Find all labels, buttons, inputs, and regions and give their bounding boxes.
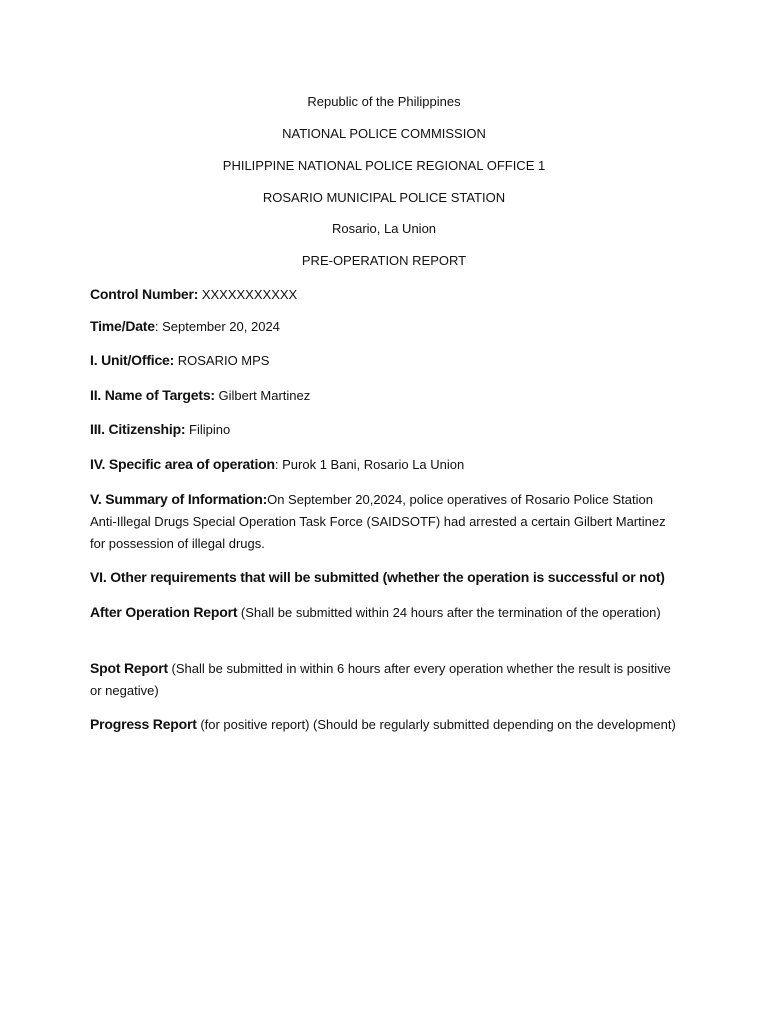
header-country: Republic of the Philippines <box>307 94 461 109</box>
time-date-field <box>90 315 680 338</box>
targets-field <box>90 384 680 407</box>
summary-value: On September 20,2024, police operatives of Rosario Police Station Anti-Illegal Drugs Special Operation Task Force (SAIDSOTF) had arrested a certain Gilbert Martinez for possession of illegal drugs. <box>90 492 666 551</box>
after-operation-report-desc: (Shall be submitted within 24 hours after the termination of the operation) <box>237 605 661 620</box>
citizenship-value: Filipino <box>185 422 231 437</box>
unit-office-label: I. Unit/Office: <box>90 352 175 368</box>
unit-office-value: ROSARIO MPS <box>174 353 270 368</box>
progress-report-item <box>90 713 680 736</box>
operation-area-separator: : <box>274 457 279 472</box>
summary-field <box>90 488 680 555</box>
time-date-separator: : <box>154 319 159 334</box>
unit-office-field <box>90 349 680 372</box>
operation-area-value: Purok 1 Bani, Rosario La Union <box>278 457 465 472</box>
citizenship-label: III. Citizenship: <box>90 421 186 437</box>
spot-report-label: Spot Report <box>90 660 168 676</box>
time-date-label: Time/Date <box>90 318 155 334</box>
summary-label: V. Summary of Information: <box>90 491 268 507</box>
citizenship-field <box>90 418 680 441</box>
targets-label: II. Name of Targets: <box>90 387 215 403</box>
header-commission: NATIONAL POLICE COMMISSION <box>282 126 486 141</box>
control-number-value: XXXXXXXXXXX <box>198 287 298 302</box>
progress-report-desc: (for positive report) (Should be regularly submitted depending on the development) <box>196 717 676 732</box>
header-location: Rosario, La Union <box>331 221 437 236</box>
operation-area-label: IV. Specific area of operation <box>90 456 275 472</box>
other-requirements-label: VI. Other requirements that will be submitted (whether the operation is successful or not) <box>90 569 665 585</box>
operation-area-field <box>90 453 680 476</box>
spot-report-item <box>90 657 680 702</box>
time-date-value: September 20, 2024 <box>158 319 280 334</box>
control-number-field <box>90 283 680 306</box>
other-requirements-heading <box>90 566 680 589</box>
progress-report-label: Progress Report <box>90 716 197 732</box>
targets-value: Gilbert Martinez <box>214 388 311 403</box>
header-police-station: ROSARIO MUNICIPAL POLICE STATION <box>262 190 506 205</box>
after-operation-report-label: After Operation Report <box>90 604 238 620</box>
spot-report-desc: (Shall be submitted in within 6 hours after every operation whether the result is positive or negative) <box>90 661 671 698</box>
after-operation-report-item <box>90 601 680 624</box>
control-number-label: Control Number: <box>90 286 199 302</box>
header-regional-office: PHILIPPINE NATIONAL POLICE REGIONAL OFFICE 1 <box>222 158 546 173</box>
document-title: PRE-OPERATION REPORT <box>301 253 467 268</box>
